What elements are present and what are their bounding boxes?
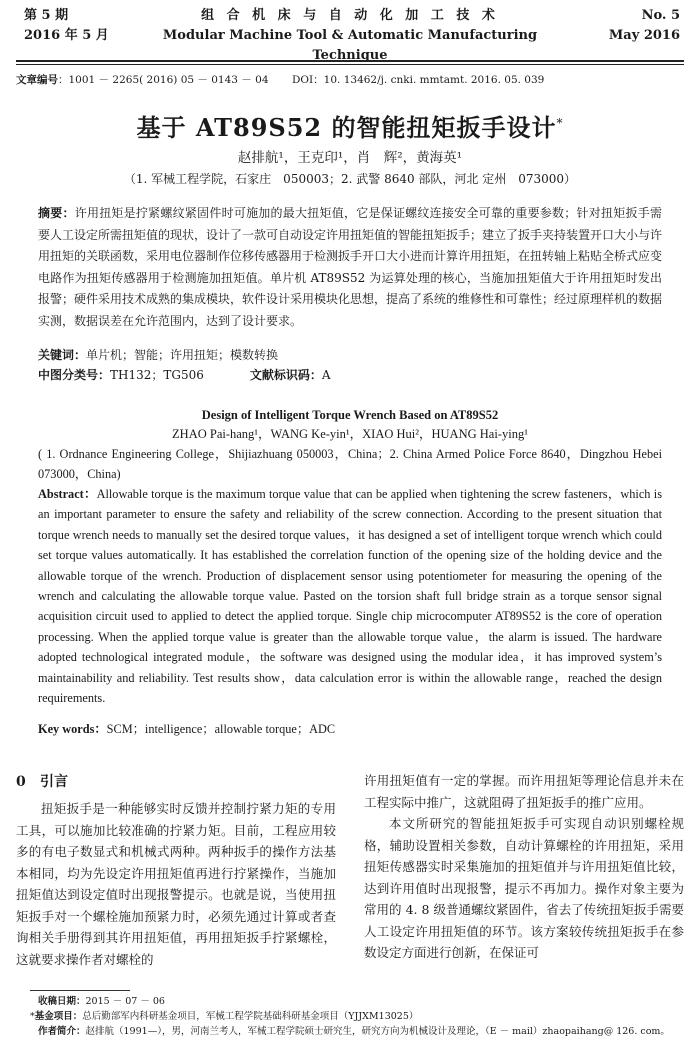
keywords-en-text: SCM；intelligence；allowable torque；ADC (106, 722, 336, 736)
doc-code-value: A (321, 368, 331, 382)
abstract-en (38, 484, 662, 708)
keywords-en-label: Key words： (38, 722, 107, 736)
authors-en: ZHAO Pai-hang¹，WANG Ke-yin¹，XIAO Hui²，HUANG Hai-ying¹ (172, 427, 528, 441)
paper-title-en: Design of Intelligent Torque Wrench Based on AT89S52 (201, 408, 499, 422)
author-bio-label: 作者简介： (38, 1026, 86, 1037)
abstract-en-label: Abstract： (38, 487, 97, 501)
received-label: 收稿日期： (38, 996, 86, 1007)
footnote-author (30, 1025, 680, 1039)
received-date: 2015 － 07 － 06 (85, 996, 165, 1007)
intro-paragraph-2: 本文所研究的智能扭矩扳手可实现自动识别螺栓规格，辅助设置相关参数，自动计算螺栓的许用扭矩，采用扭矩传感器实时采集施加的扭矩值并与许用扭矩值比较，达到许用值时出现报警，提示不再加力。操作对象主要为常用的 4. 8 级普通螺纹紧固件，省去了传统扭矩扳手需要人工设定许用扭矩值的环节。该方案较传统扭矩扳手在参数设定方面进行创新，在保证可 (364, 816, 684, 960)
header-right (570, 6, 680, 46)
paper-title-text: 基于 AT89S52 的智能扭矩扳手设计 (136, 113, 557, 142)
issue-en: No. 5 (641, 8, 680, 23)
header-left (24, 6, 134, 46)
doc-code-label: 文献标识码： (249, 368, 322, 382)
keywords-cn-text: 单片机；智能；许用扭矩；模数转换 (86, 348, 279, 362)
footnote-rule (30, 990, 130, 991)
issue-cn: 第 5 期 (24, 8, 69, 23)
header-center (146, 6, 554, 66)
body-column-left (16, 770, 336, 970)
journal-name-cn: 组 合 机 床 与 自 动 化 加 工 技 术 (201, 8, 499, 23)
article-number-value: ：1001 － 2265( 2016) 05 － 0143 － 04 (58, 74, 269, 86)
footnote-fund (30, 1010, 680, 1024)
date-cn: 2016 年 5 月 (24, 28, 109, 43)
title-footnote-mark: * (556, 116, 564, 130)
section-title: 引言 (40, 774, 68, 790)
journal-name-en: Modular Machine Tool & Automatic Manufacturing Technique (162, 28, 538, 63)
abstract-cn-label: 摘要： (38, 206, 75, 220)
doi: DOI：10. 13462/j. cnki. mmtamt. 2016. 05. 039 (292, 74, 545, 86)
running-header (16, 6, 684, 63)
class-cn-label: 中图分类号： (38, 368, 111, 382)
paper-title-cn (0, 106, 700, 145)
header-rule-thick (16, 60, 684, 62)
keywords-en (38, 719, 662, 739)
abstract-cn (38, 203, 662, 332)
fund-label: 基金项目： (34, 1011, 83, 1022)
header-rule-thin (16, 64, 684, 65)
intro-paragraph-1-cont: 许用扭矩值有一定的掌握。而许用扭矩等理论信息并未在工程实际中推广，这就阻碍了扭矩扳手的推广应用。 (364, 773, 684, 810)
class-cn-value: TH132；TG506 (110, 368, 204, 382)
intro-paragraph-1: 扭矩扳手是一种能够实时反馈并控制拧紧力矩的专用工具，可以施加比较准确的拧紧力矩。目前，工程应用较多的有电子数显式和机械式两种。两种扳手的操作方法基本相同，均为先设定许用扭矩值再进行拧紧操作，当施加扭矩值达到设定值时出现报警提示。也就是说，当使用扭矩扳手对一个螺栓施加预紧力时，必须先通过计算或者查询相关手册得到其许用扭矩值，再用扭矩扳手拧紧螺栓，这就要求操作者对螺栓的 (16, 801, 336, 967)
section-heading-intro (16, 770, 336, 794)
article-number (16, 73, 269, 87)
fund-text: 总后勤部军内科研基金项目，军械工程学院基础科研基金项目（YJJXM13025） (82, 1011, 419, 1022)
fund-mark: * (30, 1011, 35, 1022)
date-en: May 2016 (608, 28, 680, 43)
keywords-cn-label: 关键词： (38, 348, 87, 362)
section-number: 0 (16, 774, 26, 790)
article-number-label: 文章编号 (16, 74, 58, 86)
classification-row (38, 366, 662, 384)
keywords-cn (38, 346, 662, 364)
affiliation-en: ( 1. Ordnance Engineering College，Shijiazhuang 050003，China；2. China Armed Police Force 8640，Dingzhou Hebei 073000，China) (38, 447, 662, 481)
footnote-received (30, 995, 680, 1009)
author-bio-text: 赵排航（1991—），男，河南兰考人，军械工程学院硕士研究生，研究方向为机械设计及理论，（E － mail）zhaopaihang@ 126. com。 (85, 1026, 670, 1037)
affiliation-cn: （1. 军械工程学院，石家庄 050003；2. 武警 8640 部队，河北 定州 073000） (123, 172, 577, 186)
abstract-en-text: Allowable torque is the maximum torque value that can be applied when tightening the screw fasteners，which is an important parameter to ensure the safety and reliability of the screw connection. According to the present situation that torque wrench needs to manually set the desired torque values，it has designed a set of intelligent torque wrench which could set torque values automatically. It has established the correlation function of the opening size of the holding device and the allowable torque of the wrench. Production of displacement sensor using potentiometer for measuring the opening of the wrench and calculating the allowable torque value. Pasted on the torsion shaft full bridge strain as a torque sensor signal acquisition circuit used to applied to detect the applied torque. Single chip microcomputer AT89S52 is the core of operation processing. When the applied torque value is greater than the allowable torque value，the alarm is issued. The hardware adopted technological integrated module，the software was designed using the modular idea，it has improved system’s maintainability and reliability. Test results show，data calculation error is within the allowable range，reached the design requirements. (38, 487, 662, 706)
body-column-right (364, 770, 684, 964)
authors-cn: 赵排航¹，王克印¹，肖 辉²，黄海英¹ (237, 150, 463, 166)
abstract-cn-text: 许用扭矩是拧紧螺纹紧固件时可施加的最大扭矩值，它是保证螺纹连接安全可靠的重要参数；针对扭矩扳手需要人工设定所需扭矩值的现状，设计了一款可自动设定许用扭矩值的智能扭矩扳手；建立了扳手夹持装置开口大小与许用扭矩的关联函数，采用电位器制作位移传感器用于检测扳手开口大小进而计算许用扭矩，在扭转轴上粘贴全桥式应变电路作为扭矩传感器用于检测施加扭矩值。单片机 AT89S52 为运算处理的核心，当施加扭矩值大于许用扭矩时发出报警；硬件采用技术成熟的集成模块，软件设计采用模块化思想，提高了系统的维修性和可靠性；经过原理样机的数据实测，数据误差在允许范围内，达到了设计要求。 (38, 206, 663, 328)
